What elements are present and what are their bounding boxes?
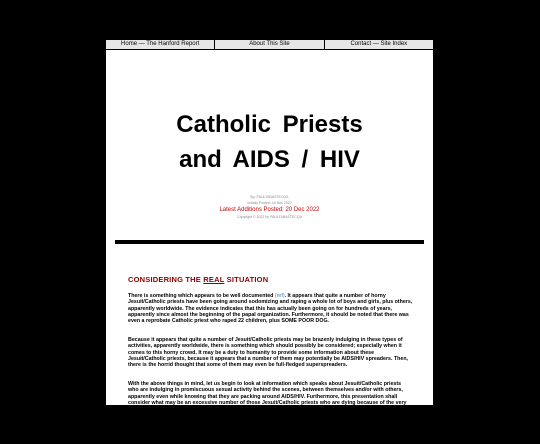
copyright-notice: Copyright © 2022 by PAULTABASTECQA [237, 215, 302, 219]
initially-posted-date: Initially Posted: 16 Dec 2022 [247, 201, 292, 205]
heading-text-start: CONSIDERING THE [128, 275, 204, 284]
nav-home-link[interactable]: Home — The Hanford Report [121, 41, 200, 47]
nav-about-link[interactable]: About This Site [214, 40, 323, 49]
page-content [106, 40, 433, 444]
paragraph-1 [128, 293, 413, 324]
paragraph-3: With the above things in mind, let us begin to look at information which speaks about Jesuit/Catholic priests who are indulging in promiscuous sexual activity behind the scenes, between themselves and/or with others, apparently even while knowing that they are packing around AIDS/HIV. Furthermore, this presentation shall consider what may be an excessive number of those Jesuit/Catholic priests who are dying because of the very priestly AIDS/HIV plague. And, this is just the part which is known! [128, 381, 407, 413]
latest-additions-date: Latest Additions Posted: 20 Dec 2022 [219, 207, 320, 213]
paragraph-1-text-end: . It appears that quite a number of horny Jesuit/Catholic priests have been going around sodomizing and raping a whole lot of boys and girls, plus others, apparently worldwide. The evidence indicates that this has actually been going on for hundreds of years, apparently since almost the beginning of the papal organization. Furthermore, it should be noted that there was even a reprobate Catholic priest who raped 22 children, plus SOME POOR DOG. [128, 293, 413, 325]
paragraph-2: Because it appears that quite a number of Jesuit/Catholic priests may be brazenly indulging in these types of activities, apparently worldwide, there is something which should possibly be considered; especially when it comes to this horny crowd. It may be a duty to humanity to provide some information about these Jesuit/Catholic priests, because it appears that a number of them may potentially be AIDS/HIV spreaders. Then, there is the horrid thought that some of them may even be full-fledged superspreaders. [128, 337, 409, 369]
top-navigation-bar [106, 40, 433, 50]
page-title-line-2: and AIDS / HIV [179, 146, 360, 173]
paragraph-4: When it comes to sexual abuse and child-rape within the papal organization, there are some things which people should know. This is not just some more recent problem in this child-rape-facilitating organization. The history of abuse and child-rape in this apparently diabolical organization has been well documented. [128, 425, 413, 444]
section-heading [128, 275, 418, 284]
reference-link[interactable]: (ref) [274, 293, 285, 299]
page-title-line-1: Catholic Priests [176, 111, 363, 138]
heading-emphasis: REAL [203, 275, 225, 284]
paragraph-1-text-start: There is something which appears to be well documented [128, 293, 275, 299]
nav-contact-link[interactable]: Contact — Site Index [324, 40, 433, 49]
horizontal-divider [115, 240, 424, 244]
byline: By: PAULTABASTECQA [250, 195, 289, 199]
heading-text-end: SITUATION [224, 275, 269, 284]
